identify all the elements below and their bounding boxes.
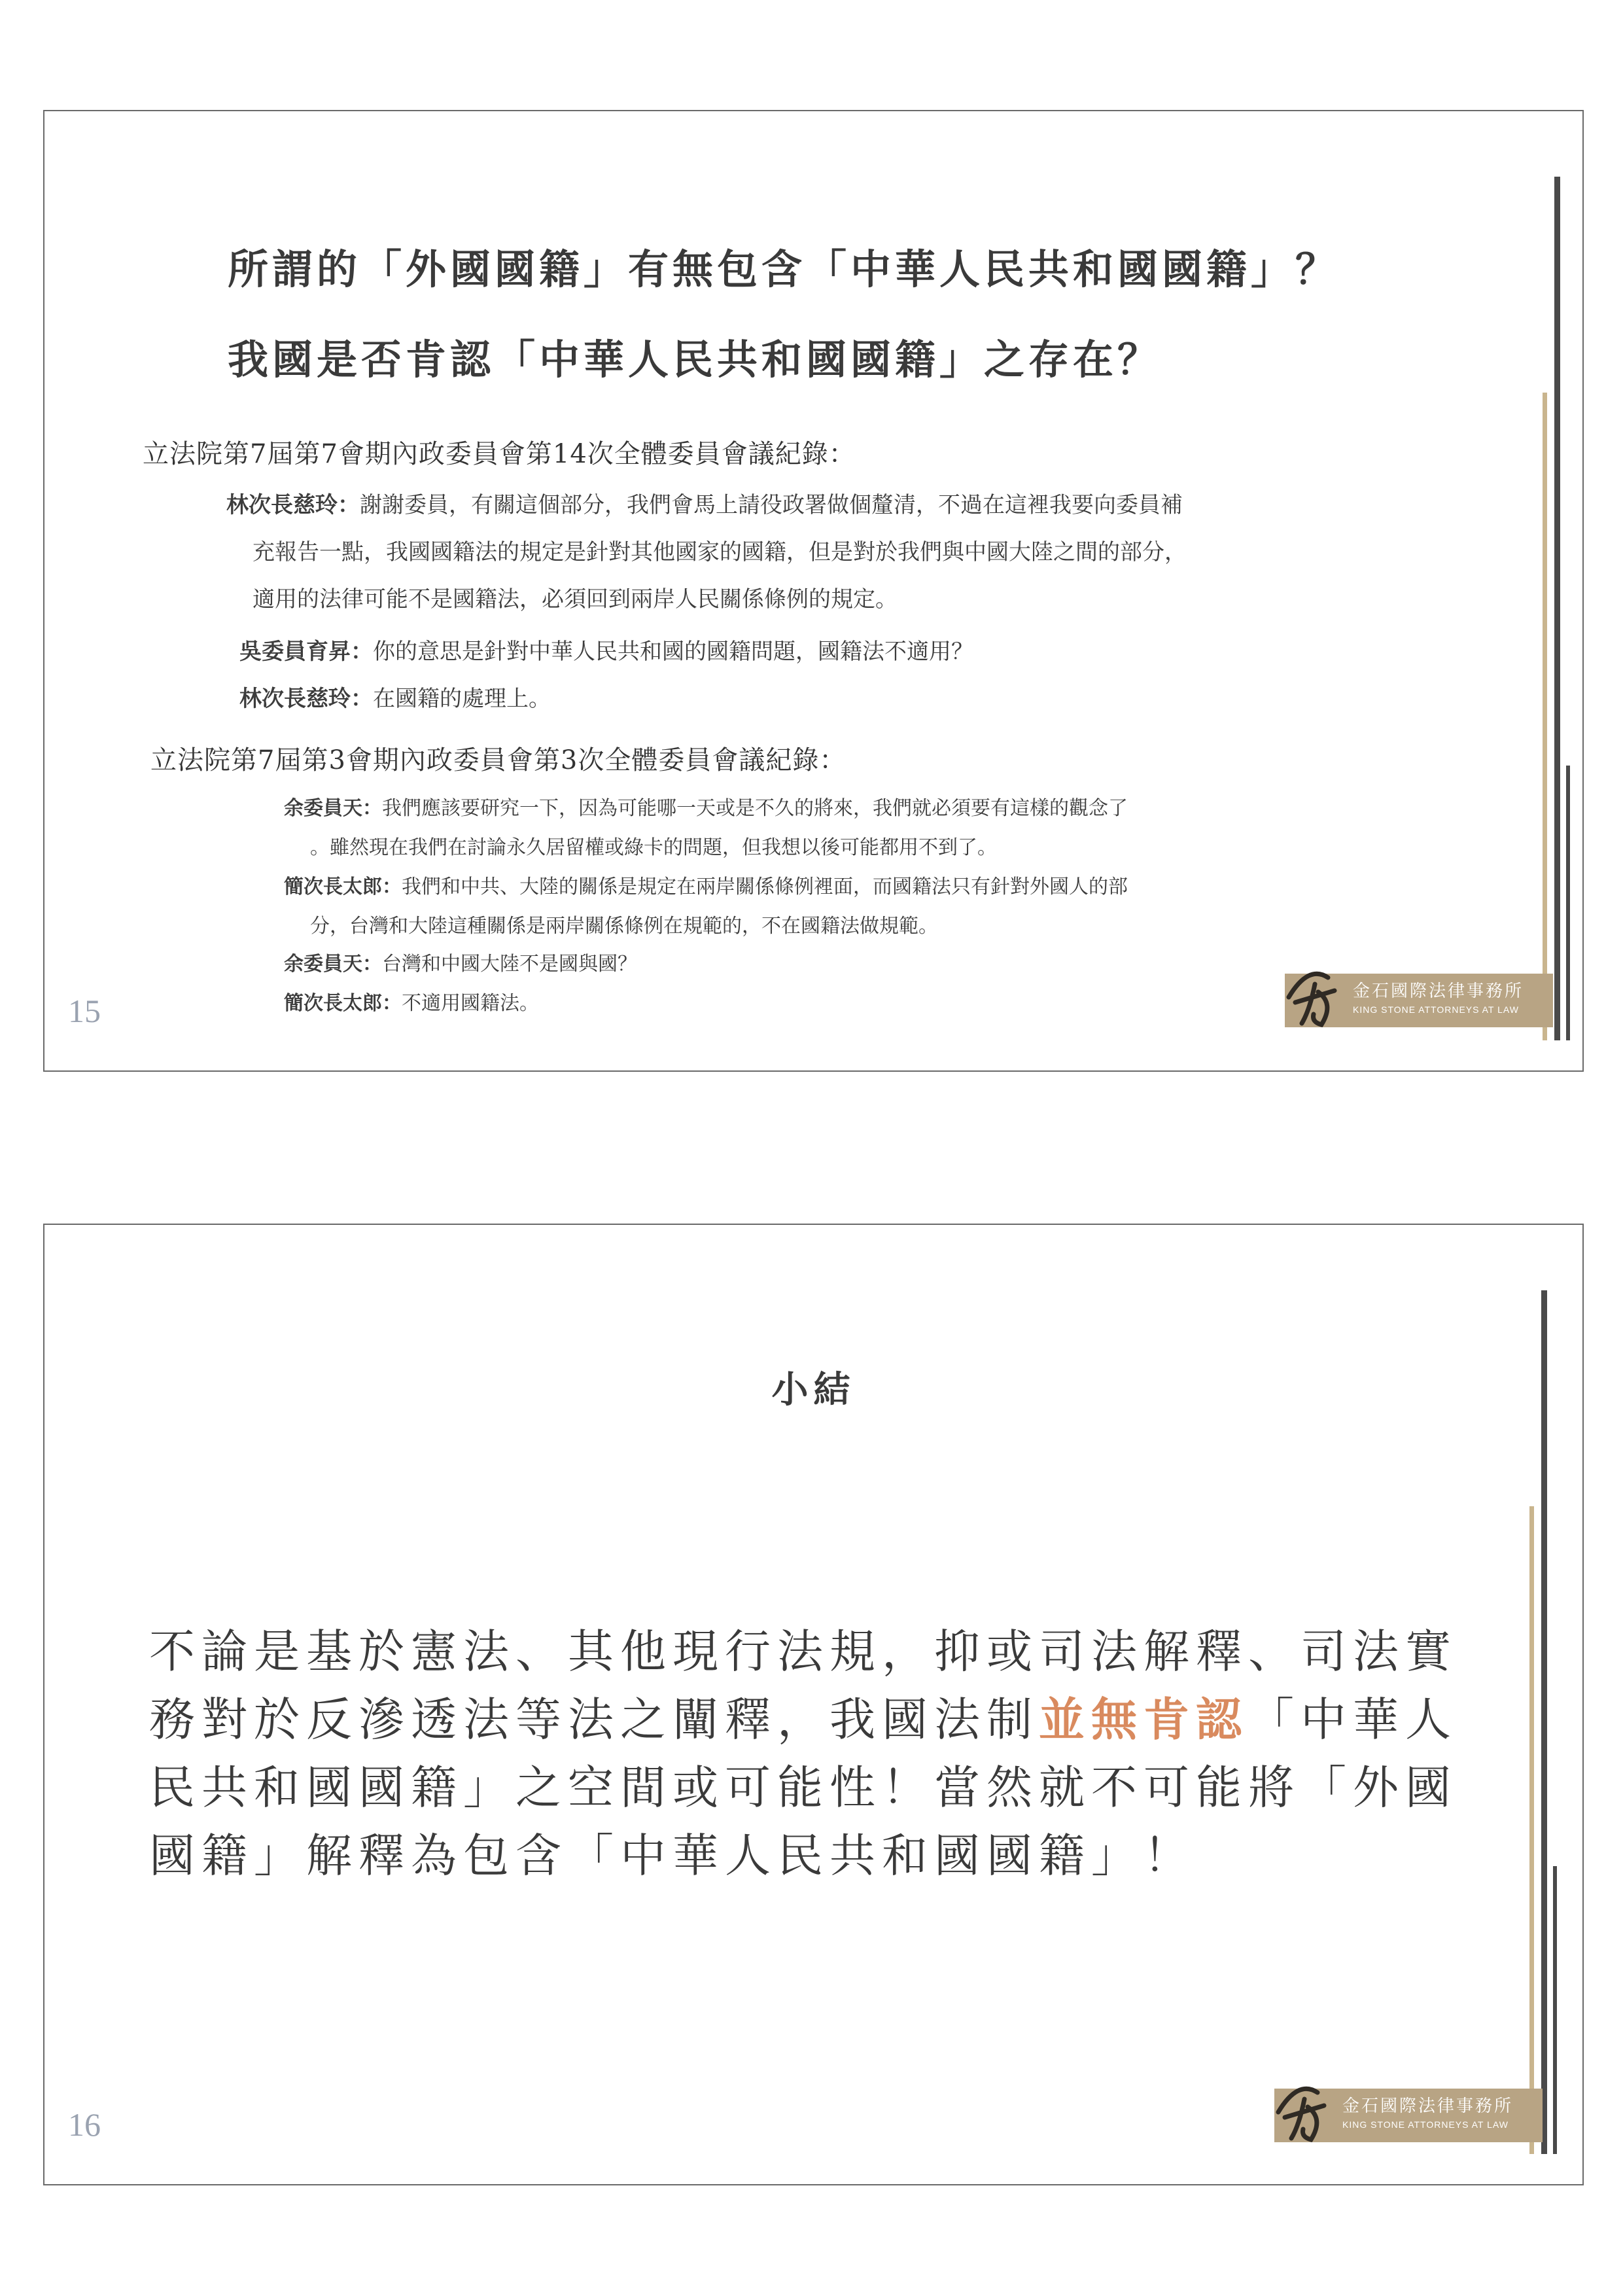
speaker-name: 簡次長太郎：: [284, 992, 402, 1015]
firm-logo-mark-icon: [1282, 951, 1348, 1030]
speech-text: 。雖然現在我們在討論永久居留權或綠卡的問題，但我想以後可能都用不到了。: [310, 836, 997, 859]
speech-text: 謝謝委員，有關這個部分，我們會馬上請役政署做個釐清，不過在這裡我要向委員補: [360, 492, 1183, 518]
speech-text: 你的意思是針對中華人民共和國的國籍問題，國籍法不適用？: [373, 639, 973, 665]
firm-name-zh: 金石國際法律事務所: [1342, 2096, 1514, 2116]
speaker-name: 簡次長太郎：: [284, 875, 402, 898]
firm-name-en: KING STONE ATTORNEYS AT LAW: [1342, 2119, 1509, 2130]
decor-bar-gold: [1529, 1506, 1534, 2154]
decor-bar-dark: [1554, 177, 1560, 1040]
speech-text: 分，台灣和大陸這種關係是兩岸關係條例在規範的，不在國籍法做規範。: [310, 915, 938, 938]
slide-16: [43, 1224, 1584, 2185]
slide-title: 小結: [771, 1368, 856, 1411]
speech-text: 台灣和中國大陸不是國與國？: [382, 953, 637, 976]
speaker-name: 吳委員育昇：: [239, 639, 373, 665]
record-heading-1: 立法院第7屆第7會期內政委員會第14次全體委員會議紀錄：: [143, 439, 856, 469]
speech-text: 不適用國籍法。: [402, 992, 539, 1015]
decor-bar-dark-short: [1553, 1866, 1557, 2154]
firm-logo: [1274, 2089, 1543, 2142]
summary-text: 不論是基於憲法、其他現行法規，抑或司法解釋、司法實務對於反滲透法等法之闡釋，我國法制: [149, 1625, 1457, 1746]
speaker-name: 林次長慈玲：: [239, 686, 373, 712]
transcript-entry: [284, 789, 1128, 868]
slide-title-line-1: 所謂的「外國國籍」有無包含「中華人民共和國國籍」？: [228, 245, 1340, 293]
slide-number: 15: [68, 993, 101, 1029]
transcript-entry: [284, 868, 1128, 946]
summary-highlight: 並無肯認: [1039, 1692, 1248, 1746]
speech-text: 在國籍的處理上。: [373, 686, 551, 712]
transcript-entry: [226, 482, 1187, 623]
firm-name-zh: 金石國際法律事務所: [1353, 981, 1524, 1001]
firm-name-en: KING STONE ATTORNEYS AT LAW: [1353, 1004, 1519, 1015]
transcript-entry: [284, 945, 637, 984]
speech-text: 我們和中共、大陸的關係是規定在兩岸關係條例裡面，而國籍法只有針對外國人的部: [402, 875, 1128, 898]
slide-number: 16: [68, 2106, 101, 2143]
transcript-entry: [239, 675, 551, 722]
speech-text: 充報告一點，我國國籍法的規定是針對其他國家的國籍，但是對於我們與中國大陸之間的部分，: [253, 539, 1187, 565]
decor-bar-gold: [1543, 393, 1547, 1040]
firm-logo: [1285, 974, 1553, 1027]
speaker-name: 林次長慈玲：: [226, 492, 360, 518]
record-heading-2: 立法院第7屆第3會期內政委員會第3次全體委員會議紀錄：: [150, 745, 846, 775]
decor-bar-dark: [1541, 1290, 1547, 2154]
speaker-name: 余委員天：: [284, 797, 382, 820]
speaker-name: 余委員天：: [284, 953, 382, 976]
firm-logo-mark-icon: [1272, 2066, 1337, 2145]
transcript-entry: [239, 628, 973, 675]
speech-text: 我們應該要研究一下，因為可能哪一天或是不久的將來，我們就必須要有這樣的觀念了: [382, 797, 1128, 820]
transcript-entry: [284, 984, 539, 1023]
speech-text: 適用的法律可能不是國籍法，必須回到兩岸人民關係條例的規定。: [253, 586, 898, 612]
slide-15: [43, 110, 1584, 1072]
summary-text: 「中華人民共和國國籍」之空間或可能性！當然就不可能將「外國國籍」解釋為包含「中華人民共和國國籍」！: [149, 1693, 1457, 1882]
slide-title-line-2: 我國是否肯認「中華人民共和國國籍」之存在？: [228, 336, 1162, 383]
summary-paragraph: [149, 1617, 1497, 1890]
decor-bar-dark-short: [1566, 766, 1570, 1040]
